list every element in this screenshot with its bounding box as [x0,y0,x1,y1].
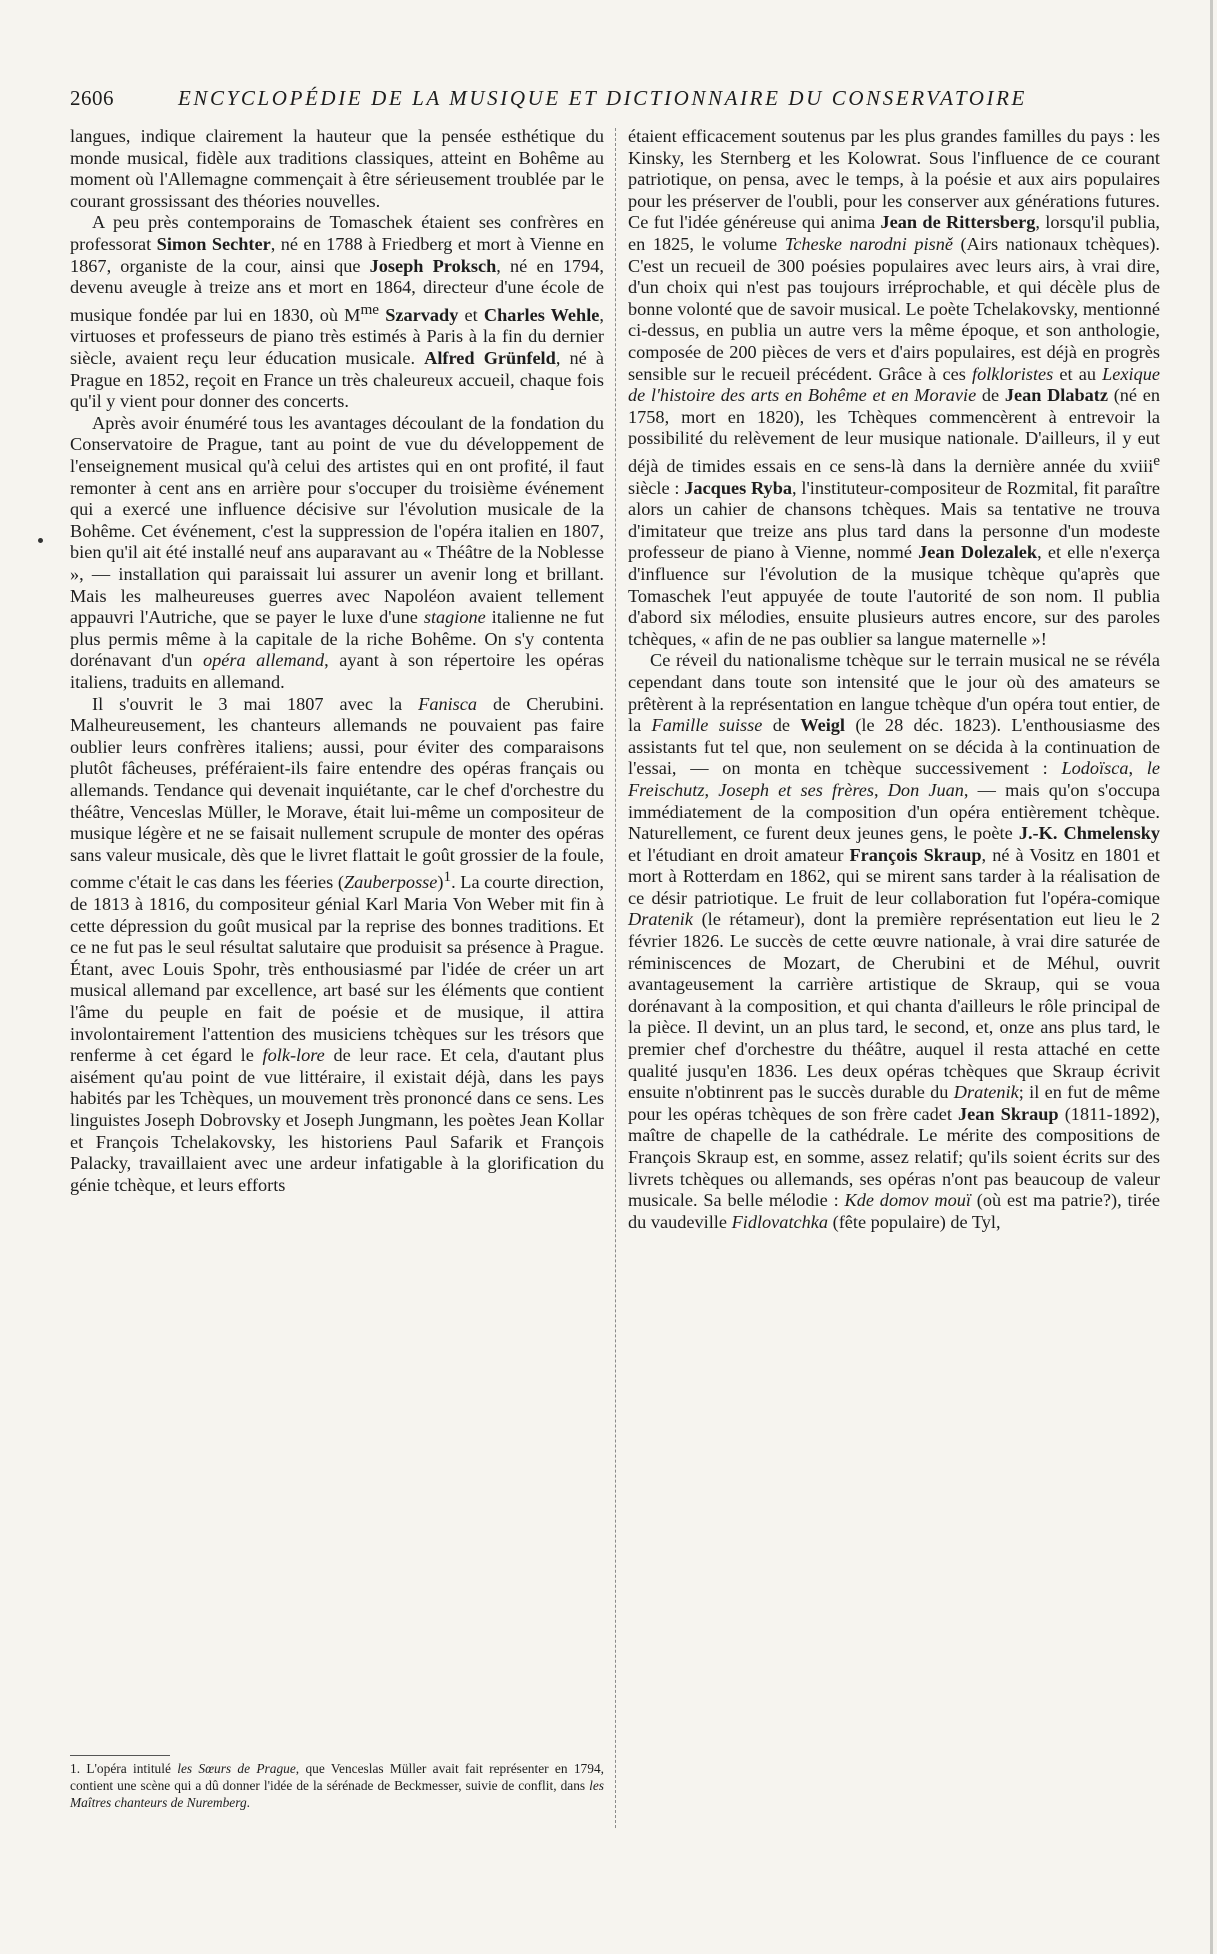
footnote-rule [70,1755,170,1756]
page-edge [1210,0,1213,1954]
column-divider [615,128,616,1828]
paragraph: Il s'ouvrit le 3 mai 1807 avec la Fanisca de Cherubini. Malheureusement, les chanteurs allemands ne pouvaient pas faire oublier leurs confrères italiens; aussi, pour éviter des comparaisons plutôt fâcheuses, préféraient-ils faire entendre des opéras français ou allemands. Tendance qui devenait inquiétante, car le chef d'orchestre du théâtre, Venceslas Müller, le Morave, était lui-même un compositeur de musique légère et ne se faisait nullement scrupule de monter des opéras sans valeur musicale, dès que le livret flattait le goût grossier de la foule, comme c'était le cas dans les féeries (Zauberposse)$^1$. La courte direction, de 1813 à 1816, du compositeur génial Karl Maria Von Weber mit fin à cette dépression du goût musical par la reprise des bonnes traditions. Et ce ne fut pas le seul résultat salutaire que produisit sa présence à Prague. Étant, avec Louis Spohr, très enthousiasmé par l'idée de créer un art musical allemand par excellence, art basé sur les éléments que contient l'âme du peuple en fait de poésie et de musique, il attira involontairement l'attention des musiciens tchèques sur les trésors que renferme à cet égard le folk-lore de leur race. Et cela, d'autant plus aisément qu'au point de vue littéraire, il existait déjà, dans les pays habités par les Tchèques, un mouvement très prononcé dans ce sens. Les linguistes Joseph Dobrovsky et Joseph Jungmann, les poètes Jean Kollar et François Tchelakovsky, les historiens Paul Safarik et François Palacky, travaillaient avec une ardeur infatigable à la glorification du génie tchèque, et leurs efforts [70,693,604,1195]
paragraph: étaient efficacement soutenus par les plus grandes familles du pays : les Kinsky, les Sternberg et les Kolowrat. Sous l'influence de ce courant patriotique, on pensa, avec le temps, à la poésie et aux airs populaires pour les préserver de l'oubli, pour les conserver aux générations futures. Ce fut l'idée généreuse qui anima Jean de Rittersberg, lorsqu'il publia, en 1825, le volume Tcheske narodni pisně (Airs nationaux tchèques). C'est un recueil de 300 poésies populaires avec leurs airs, à vrai dire, d'un choix qui n'est pas toujours irréprochable, et qui décèle plus de bonne volonté que de savoir musical. Le poète Tchelakovsky, mentionné ci-dessus, en publia un autre vers la même époque, et son anthologie, composée de 200 pièces de vers et d'airs populaires, est déjà en progrès sensible sur le recueil précédent. Grâce à ces folkloristes et au Lexique de l'histoire des arts en Bohême et en Moravie de Jean Dlabatz (né en 1758, mort en 1820), les Tchèques commencèrent à entrevoir la possibilité du relèvement de leur musique nationale. D'ailleurs, il y eut déjà de timides essais en ce sens-là dans la dernière année du xviii$^e$ siècle : Jacques Ryba, l'instituteur-compositeur de Rozmital, fit paraître alors un cahier de chansons tchèques. Mais sa tentative ne trouva d'imitateur que treize ans plus tard dans la personne d'un modeste professeur de piano à Vienne, nommé Jean Dolezalek, et elle n'exerça d'influence sur l'évolution de la musique tchèque qu'après que Tomaschek l'eut appuyée de toute l'autorité de son nom. Il publia d'abord six mélodies, ensuite plusieurs autres encore, sur des paroles tchèques, « afin de ne pas oublier sa langue maternelle »! [628,126,1161,649]
paragraph: Ce réveil du nationalisme tchèque sur le terrain musical ne se révéla cependant dans toute son intensité que le jour où des amateurs se prêtèrent à la représentation en langue tchèque d'un opéra tout entier, de la Famille suisse de Weigl (le 28 déc. 1823). L'enthousiasme des assistants fut tel que, non seulement on se décida à la continuation de l'essai, — on monta en tchèque successivement : Lodoïsca, le Freischutz, Joseph et ses frères, Don Juan, — mais qu'on s'occupa immédiatement de la composition d'un opéra entièrement tchèque. Naturellement, ce furent deux jeunes gens, le poète J.-K. Chmelensky et l'étudiant en droit amateur François Skraup, né à Vositz en 1801 et mort à Rotterdam en 1862, qui se mirent sans tarder à la réalisation de ce désir patriotique. Le fruit de leur collaboration fut l'opéra-comique Dratenik (le rétameur), dont la première représentation eut lieu le 2 février 1826. Le succès de cette œuvre nationale, à vrai dire saturée de réminiscences de Mozart, de Cherubini et de Méhul, ouvrit avantageusement la carrière artistique de Skraup, qui se voua dorénavant à la composition, et qui chanta d'ailleurs le rôle principal de la pièce. Il devint, un an plus tard, le second, et, onze ans plus tard, le premier chef d'orchestre du théâtre, auquel il resta attaché en cette qualité jusqu'en 1836. Les deux opéras tchèques que Skraup écrivit ensuite n'obtinrent pas le succès durable du Dratenik; il en fut de même pour les opéras tchèques de son frère cadet Jean Skraup (1811-1892), maître de chapelle de la cathédrale. Le mérite des compositions de François Skraup est, en somme, assez relatif; qu'ils soient écrits sur des livrets tchèques ou allemands, ses opéras n'ont pas beaucoup de valeur musicale. Sa belle mélodie : Kde domov mouï (où est ma patrie?), tirée du vaudeville Fidlovatchka (fête populaire) de Tyl, [628,650,1161,1232]
paragraph: langues, indique clairement la hauteur que la pensée esthétique du monde musical, fidèle aux traditions classiques, atteint en Bohême au moment où l'Allemagne commençait à être sérieusement troublée par le courant grossissant des théories nouvelles. [70,126,604,211]
footnote: 1. L'opéra intitulé les Sœurs de Prague, que Venceslas Müller avait fait représenter en 1794, contient une scène qui a dû donner l'idée de la sérénade de Beckmesser, suivie de conflit, dans les Maîtres chanteurs de Nuremberg. [70,1761,604,1810]
left-column [70,126,604,1196]
margin-mark [38,538,43,543]
page-number: 2606 [70,86,114,110]
paragraph: Après avoir énuméré tous les avantages découlant de la fondation du Conservatoire de Prague, tant au point de vue du développement de l'enseignement musical qu'à celui des artistes qui en ont profité, il faut remonter à cent ans en arrière pour s'occuper du troisième événement qui a exercé une influence décisive sur l'évolution musicale de la Bohême. Cet événement, c'est la suppression de l'opéra italien en 1807, bien qu'il ait été installé neuf ans auparavant au « Théâtre de la Noblesse », — installation qui paraissait lui assurer un avenir long et brillant. Mais les malheureuses guerres avec Napoléon avaient tellement appauvri l'Autriche, que se payer le luxe d'une stagione italienne ne fut plus permis même à la capitale de la riche Bohême. On s'y contenta dorénavant d'un opéra allemand, ayant à son répertoire les opéras italiens, traduits en allemand. [70,412,605,692]
right-column [628,126,1160,1233]
paragraph: A peu près contemporains de Tomaschek étaient ses confrères en professorat Simon Sechter, né en 1788 à Friedberg et mort à Vienne en 1867, organiste de la cour, ainsi que Joseph Proksch, né en 1794, devenu aveugle à treize ans et mort en 1864, directeur d'une école de musique fondée par lui en 1830, où $M^{me}$ Szarvady et Charles Wehle, virtuoses et professeurs de piano très estimés à Paris à la fin du dernier siècle, avaient reçu leur éducation musicale. Alfred Grünfeld, né à Prague en 1852, reçoit en France un très chaleureux accueil, chaque fois qu'il y vient pour donner des concerts. [70,212,604,412]
running-header [70,86,1110,116]
running-title: ENCYCLOPÉDIE DE LA MUSIQUE ET DICTIONNAIRE DU CONSERVATOIRE [178,86,1027,110]
